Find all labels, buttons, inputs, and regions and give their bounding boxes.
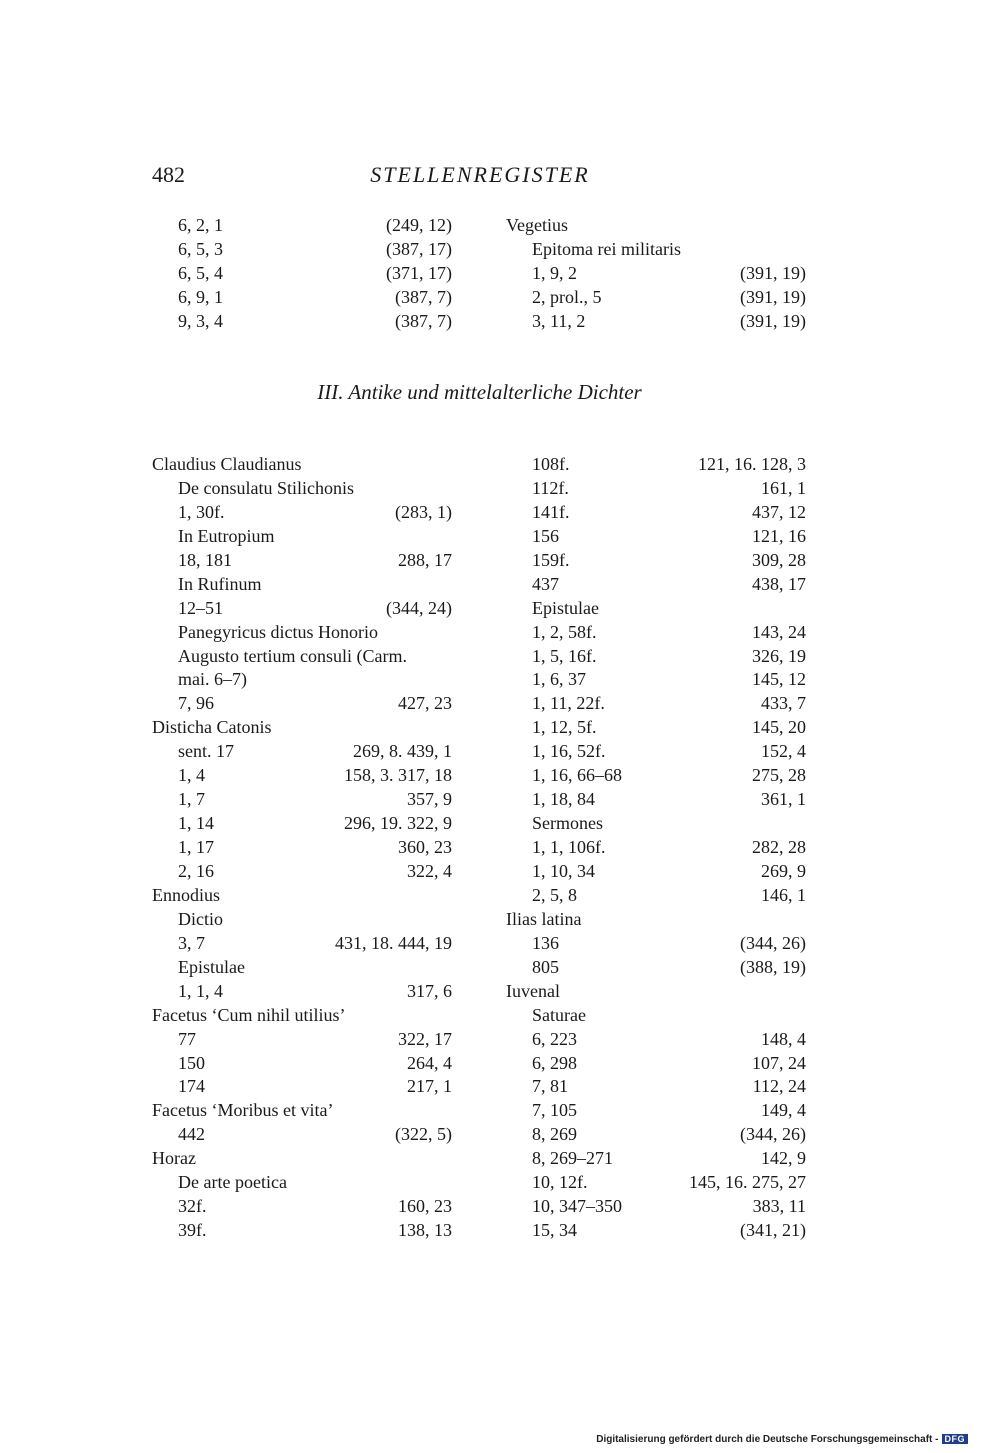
index-entry (506, 1218, 806, 1242)
index-entry (178, 309, 452, 333)
index-entry-label: 6, 5, 3 (178, 239, 223, 259)
index-entry (506, 859, 806, 883)
index-entry-reference: 145, 16. 275, 27 (689, 1172, 806, 1193)
index-entry (506, 1003, 806, 1027)
index-entry-reference: (249, 12) (386, 215, 452, 235)
index-entry-reference: 121, 16. 128, 3 (698, 454, 806, 474)
index-entry (506, 452, 806, 476)
index-entry-label: 2, 16 (178, 860, 214, 881)
index-entry-label: 2, prol., 5 (532, 287, 602, 307)
index-entry-label: In Rufinum (178, 573, 262, 594)
footer (596, 1434, 968, 1445)
index-entry (152, 1074, 452, 1098)
index-entry-label: 1, 10, 34 (532, 860, 595, 881)
running-head: STELLENREGISTER (370, 162, 590, 187)
index-entry-reference: 269, 8. 439, 1 (353, 741, 452, 762)
index-entry (152, 1027, 452, 1051)
index-entry (506, 667, 806, 691)
index-entry-reference: 309, 28 (752, 549, 806, 570)
index-entry (506, 524, 806, 548)
index-entry (152, 1003, 452, 1027)
index-entry-reference: 264, 4 (407, 1052, 452, 1073)
index-entry-reference: (344, 26) (740, 932, 806, 953)
index-entry-reference: 427, 23 (398, 693, 452, 714)
index-entry (152, 1098, 452, 1122)
index-entry-label: Saturae (532, 1004, 586, 1025)
index-entry-label: 1, 1, 4 (178, 980, 223, 1001)
index-entry-reference: 143, 24 (752, 621, 806, 642)
index-entry-label: 1, 16, 66–68 (532, 765, 622, 786)
index-entry-label: 10, 12f. (532, 1172, 588, 1193)
index-entry-label: 6, 298 (532, 1052, 577, 1073)
index-entry-reference: 275, 28 (752, 765, 806, 786)
index-entry-label: 141f. (532, 501, 570, 522)
index-entry-label: De consulatu Stilichonis (178, 477, 354, 498)
index-entry-label: Sermones (532, 813, 603, 834)
index-entry-reference: 282, 28 (752, 837, 806, 858)
index-entry-label: 805 (532, 956, 559, 977)
index-entry-reference: 288, 17 (398, 549, 452, 570)
index-entry-label: 1, 16, 52f. (532, 741, 606, 762)
index-entry (506, 763, 806, 787)
index-entry-label: 156 (532, 525, 559, 546)
index-entry-reference: 142, 9 (761, 1148, 806, 1169)
index-entry-label: 1, 14 (178, 813, 214, 834)
index-entry (178, 285, 452, 309)
index-entry-label: sent. 17 (178, 741, 234, 762)
index-entry-reference: 112, 24 (752, 1076, 806, 1097)
index-entry-reference: 269, 9 (761, 860, 806, 881)
index-entry-reference: (371, 17) (386, 263, 452, 283)
index-entry-label: 437 (532, 573, 559, 594)
index-entry-label: 150 (178, 1052, 205, 1073)
index-entry-label: 1, 9, 2 (532, 263, 577, 283)
index-entry (506, 644, 806, 668)
index-entry-reference: (341, 21) (740, 1220, 806, 1241)
index-entry (506, 787, 806, 811)
index-entry-reference: 158, 3. 317, 18 (344, 765, 452, 786)
index-entry (152, 715, 452, 739)
index-entry-label: 108f. (532, 454, 570, 474)
index-entry-label: Claudius Claudianus (152, 454, 302, 474)
index-entry-reference: 152, 4 (761, 741, 806, 762)
index-entry-label: 32f. (178, 1196, 207, 1217)
index-entry-label: 6, 9, 1 (178, 287, 223, 307)
footer-text: Digitalisierung gefördert durch die Deutsche Forschungsgemeinschaft - (596, 1434, 939, 1445)
index-entry-label: Ilias latina (506, 908, 582, 929)
index-entry-label: Facetus ‘Moribus et vita’ (152, 1100, 334, 1121)
index-entry-label: 12–51 (178, 597, 223, 618)
index-entry-label: Epitoma rei militaris (532, 239, 681, 259)
index-entry-reference: 433, 7 (761, 693, 806, 714)
index-entry-reference: (322, 5) (395, 1124, 452, 1145)
index-entry-label: 112f. (532, 477, 569, 498)
index-entry-reference: 145, 20 (752, 717, 806, 738)
index-entry (506, 883, 806, 907)
index-entry (506, 596, 806, 620)
index-entry (506, 261, 806, 285)
index-entry-reference: 322, 4 (407, 860, 452, 881)
index-entry-reference: 138, 13 (398, 1220, 452, 1241)
index-entry-label: 1, 18, 84 (532, 789, 595, 810)
index-entry (152, 1146, 452, 1170)
index-entry-label: 1, 30f. (178, 501, 225, 522)
index-entry-reference: 217, 1 (407, 1076, 452, 1097)
index-entry (152, 572, 452, 596)
index-entry-label: In Eutropium (178, 525, 275, 546)
index-entry-reference: (391, 19) (740, 311, 806, 331)
index-entry (152, 596, 452, 620)
index-entry (506, 476, 806, 500)
index-entry-label: Horaz (152, 1148, 196, 1169)
index-entry-reference: 146, 1 (761, 884, 806, 905)
index-entry-label: 159f. (532, 549, 570, 570)
index-entry (506, 835, 806, 859)
index-entry-reference: (387, 7) (395, 311, 452, 331)
page-number: 482 (152, 162, 185, 187)
index-entry (506, 500, 806, 524)
index-entry (506, 1051, 806, 1075)
index-entry-label: 7, 81 (532, 1076, 568, 1097)
index-entry-label: 1, 2, 58f. (532, 621, 597, 642)
index-entry (152, 691, 452, 715)
index-entry-reference: 148, 4 (761, 1028, 806, 1049)
index-entry-reference: 296, 19. 322, 9 (344, 813, 452, 834)
index-entry-reference: (283, 1) (395, 501, 452, 522)
index-entry-reference: 317, 6 (407, 980, 452, 1001)
index-entry (152, 883, 452, 907)
index-entry (178, 213, 452, 237)
index-entry-label: 6, 223 (532, 1028, 577, 1049)
index-entry (152, 811, 452, 835)
index-entry-label: 6, 5, 4 (178, 263, 223, 283)
index-entry (152, 644, 452, 668)
index-entry-reference: 149, 4 (761, 1100, 806, 1121)
index-entry (152, 931, 452, 955)
index-entry (506, 979, 806, 1003)
index-entry-label: 18, 181 (178, 549, 232, 570)
index-entry (506, 1170, 806, 1194)
index-entry-label: 6, 2, 1 (178, 215, 223, 235)
index-entry-label: 1, 12, 5f. (532, 717, 597, 738)
index-entry (178, 261, 452, 285)
index-entry-label: Epistulae (532, 597, 599, 618)
index-entry (152, 452, 452, 476)
index-entry (152, 476, 452, 500)
index-entry-reference: 383, 11 (752, 1196, 806, 1217)
index-entry (178, 237, 452, 261)
index-entry-reference: 107, 24 (752, 1052, 806, 1073)
index-entry (506, 691, 806, 715)
index-entry-label: Epistulae (178, 956, 245, 977)
index-entry (152, 667, 452, 691)
index-entry-label: 8, 269–271 (532, 1148, 613, 1169)
index-entry (152, 787, 452, 811)
index-entry-reference: (388, 19) (740, 956, 806, 977)
index-entry-label: 10, 347–350 (532, 1196, 622, 1217)
index-entry-label: 1, 6, 37 (532, 669, 586, 690)
index-entry (506, 1122, 806, 1146)
index-entry-reference: 322, 17 (398, 1028, 452, 1049)
index-entry (152, 835, 452, 859)
index-entry-label: 174 (178, 1076, 205, 1097)
index-entry-label: 2, 5, 8 (532, 884, 577, 905)
index-entry-reference: (344, 26) (740, 1124, 806, 1145)
index-entry-label: 3, 11, 2 (532, 311, 586, 331)
index-entry-label: 3, 7 (178, 932, 205, 953)
index-entry-reference: 326, 19 (752, 645, 806, 666)
index-entry-reference: 431, 18. 444, 19 (335, 932, 452, 953)
index-entry-label: 1, 17 (178, 837, 214, 858)
index-entry-label: Dictio (178, 908, 223, 929)
index-entry (506, 620, 806, 644)
index-entry (506, 1027, 806, 1051)
index-entry (506, 237, 806, 261)
index-entry-label: 1, 7 (178, 789, 205, 810)
index-entry (506, 309, 806, 333)
index-entry (506, 739, 806, 763)
index-entry-label: Disticha Catonis (152, 717, 272, 738)
index-entry-label: 442 (178, 1124, 205, 1145)
index-entry (152, 1122, 452, 1146)
index-entry-label: 9, 3, 4 (178, 311, 223, 331)
index-entry-label: 8, 269 (532, 1124, 577, 1145)
dfg-logo: DFG (942, 1434, 969, 1444)
index-entry (152, 1051, 452, 1075)
index-entry (152, 620, 452, 644)
section-title: III. Antike und mittelalterliche Dichter (317, 380, 642, 404)
index-entry (152, 524, 452, 548)
index-entry (152, 500, 452, 524)
index-entry-label: Iuvenal (506, 980, 560, 1001)
index-entry-reference: 361, 1 (761, 789, 806, 810)
index-entry (152, 1194, 452, 1218)
index-entry (506, 213, 806, 237)
index-entry-label: 77 (178, 1028, 196, 1049)
index-entry-reference: 145, 12 (752, 669, 806, 690)
index-entry (152, 763, 452, 787)
index-entry-reference: 160, 23 (398, 1196, 452, 1217)
index-entry (506, 907, 806, 931)
index-entry (152, 1170, 452, 1194)
index-entry-label: Vegetius (506, 215, 568, 235)
index-entry-reference: (344, 24) (386, 597, 452, 618)
index-entry-reference: 360, 23 (398, 837, 452, 858)
index-entry-label: 136 (532, 932, 559, 953)
index-entry-label: Augusto tertium consuli (Carm. (178, 645, 407, 666)
index-entry-reference: (387, 7) (395, 287, 452, 307)
index-entry-label: mai. 6–7) (178, 669, 247, 690)
index-entry (506, 572, 806, 596)
index-entry-label: 1, 5, 16f. (532, 645, 597, 666)
index-entry (506, 548, 806, 572)
index-entry-reference: (391, 19) (740, 263, 806, 283)
index-entry-label: Panegyricus dictus Honorio (178, 621, 378, 642)
index-entry (152, 548, 452, 572)
index-entry-label: 7, 96 (178, 693, 214, 714)
index-entry (506, 811, 806, 835)
index-entry-reference: 161, 1 (761, 477, 806, 498)
index-entry-label: 1, 1, 106f. (532, 837, 606, 858)
index-entry-label: 15, 34 (532, 1220, 577, 1241)
index-entry (506, 1074, 806, 1098)
index-entry (506, 1146, 806, 1170)
index-entry-label: De arte poetica (178, 1172, 287, 1193)
index-entry (506, 715, 806, 739)
index-entry-reference: (391, 19) (740, 287, 806, 307)
index-entry-reference: 437, 12 (752, 501, 806, 522)
index-entry-reference: (387, 17) (386, 239, 452, 259)
index-entry (152, 979, 452, 1003)
index-entry (152, 907, 452, 931)
index-entry-label: 1, 11, 22f. (532, 693, 605, 714)
index-entry (152, 739, 452, 763)
index-entry-label: Ennodius (152, 884, 221, 905)
index-entry (506, 1098, 806, 1122)
index-entry (506, 931, 806, 955)
index-entry-reference: 438, 17 (752, 573, 806, 594)
index-entry (506, 955, 806, 979)
index-entry (152, 1218, 452, 1242)
index-entry (152, 955, 452, 979)
index-entry (152, 859, 452, 883)
index-entry-reference: 121, 16 (752, 525, 806, 546)
index-entry-label: 1, 4 (178, 765, 205, 786)
index-entry (506, 285, 806, 309)
index-entry (506, 1194, 806, 1218)
index-entry-label: 7, 105 (532, 1100, 577, 1121)
index-entry-label: Facetus ‘Cum nihil utilius’ (152, 1004, 346, 1025)
index-entry-label: 39f. (178, 1220, 207, 1241)
index-entry-reference: 357, 9 (407, 789, 452, 810)
